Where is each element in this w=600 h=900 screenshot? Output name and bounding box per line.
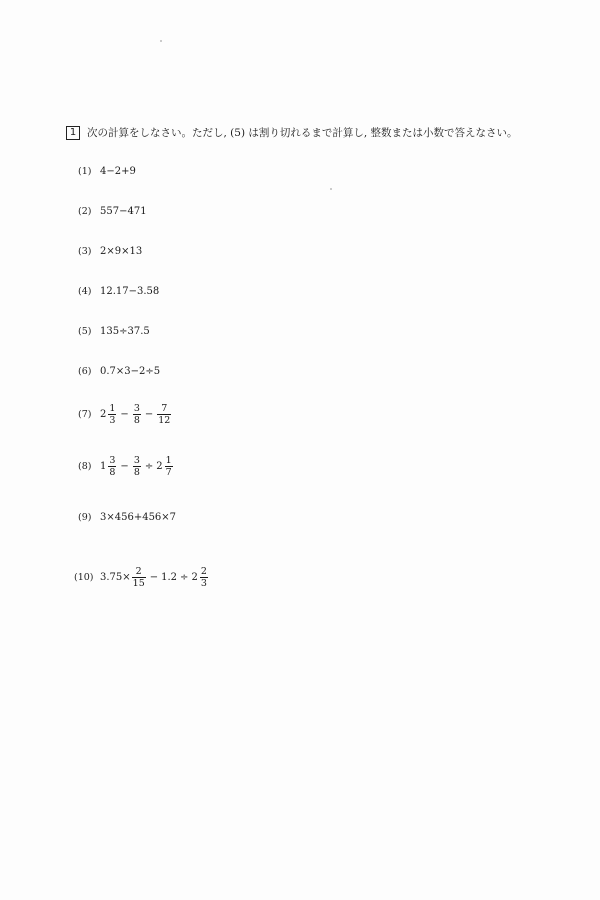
- problem-label: (9): [78, 512, 92, 523]
- instruction-text: 次の計算をしなさい。ただし, (5) は割り切れるまで計算し, 整数または小数で答えなさい。: [87, 127, 518, 139]
- operator: −: [120, 461, 129, 472]
- numerator: 1: [165, 455, 172, 466]
- numerator: 1: [109, 403, 116, 414]
- problem-8: [78, 455, 174, 478]
- problem-2: [78, 206, 147, 217]
- problem-7: [78, 403, 172, 426]
- denominator: 8: [109, 467, 116, 478]
- problem-9: [78, 512, 176, 523]
- problem-expression: 12.17−3.58: [100, 286, 160, 297]
- problem-3: [78, 246, 142, 257]
- instruction-line: [66, 125, 518, 140]
- fraction: [200, 566, 208, 589]
- problem-expression: 557−471: [100, 206, 147, 217]
- fraction: [165, 455, 173, 478]
- operator: −: [149, 572, 159, 583]
- operator: −: [144, 409, 154, 420]
- scan-speck: [330, 188, 332, 190]
- mixed-whole: 2: [191, 572, 198, 583]
- problem-label: (7): [78, 409, 92, 420]
- mixed-whole: 2: [156, 461, 163, 472]
- problem-label: (8): [78, 461, 92, 472]
- fraction: [108, 403, 116, 426]
- mixed-whole: 2: [100, 409, 107, 420]
- problem-expression: 3×456+456×7: [100, 512, 177, 523]
- fraction: [132, 566, 146, 589]
- mixed-whole: 1: [100, 461, 107, 472]
- problem-expression: 135÷37.5: [100, 326, 150, 337]
- operator: −: [120, 409, 129, 420]
- denominator: 7: [165, 467, 172, 478]
- problem-10: [74, 566, 209, 589]
- section-number-box: 1: [66, 126, 80, 140]
- expression-text: 1.2: [161, 572, 178, 583]
- numerator: 2: [135, 566, 142, 577]
- problem-expression: 0.7×3−2÷5: [100, 366, 161, 377]
- problem-5: [78, 326, 150, 337]
- problem-4: [78, 286, 159, 297]
- problem-label: (5): [78, 326, 92, 337]
- denominator: 3: [200, 578, 207, 589]
- problem-expression: [100, 455, 174, 478]
- numerator: 3: [133, 455, 140, 466]
- numerator: 3: [109, 455, 116, 466]
- numerator: 2: [200, 566, 207, 577]
- fraction: [133, 455, 141, 478]
- fraction: [157, 403, 171, 426]
- operator: ÷: [180, 572, 189, 583]
- denominator: 3: [109, 415, 116, 426]
- problem-label: (10): [74, 572, 94, 583]
- fraction: [108, 455, 116, 478]
- scan-speck: [160, 40, 162, 42]
- problem-expression: [100, 566, 209, 589]
- fraction: [133, 403, 141, 426]
- problem-label: (4): [78, 286, 92, 297]
- numerator: 7: [161, 403, 168, 414]
- problem-expression: 4−2+9: [100, 166, 136, 177]
- problem-expression: [100, 403, 172, 426]
- denominator: 15: [132, 578, 145, 589]
- denominator: 12: [158, 415, 171, 426]
- denominator: 8: [133, 415, 140, 426]
- problem-1: [78, 166, 136, 177]
- operator: ÷: [144, 461, 154, 472]
- problem-6: [78, 366, 160, 377]
- problem-label: (2): [78, 206, 92, 217]
- numerator: 3: [133, 403, 140, 414]
- problem-label: (1): [78, 166, 92, 177]
- problem-label: (6): [78, 366, 92, 377]
- problem-expression: 2×9×13: [100, 246, 143, 257]
- problem-label: (3): [78, 246, 92, 257]
- denominator: 8: [133, 467, 140, 478]
- expression-text: 3.75×: [100, 572, 131, 583]
